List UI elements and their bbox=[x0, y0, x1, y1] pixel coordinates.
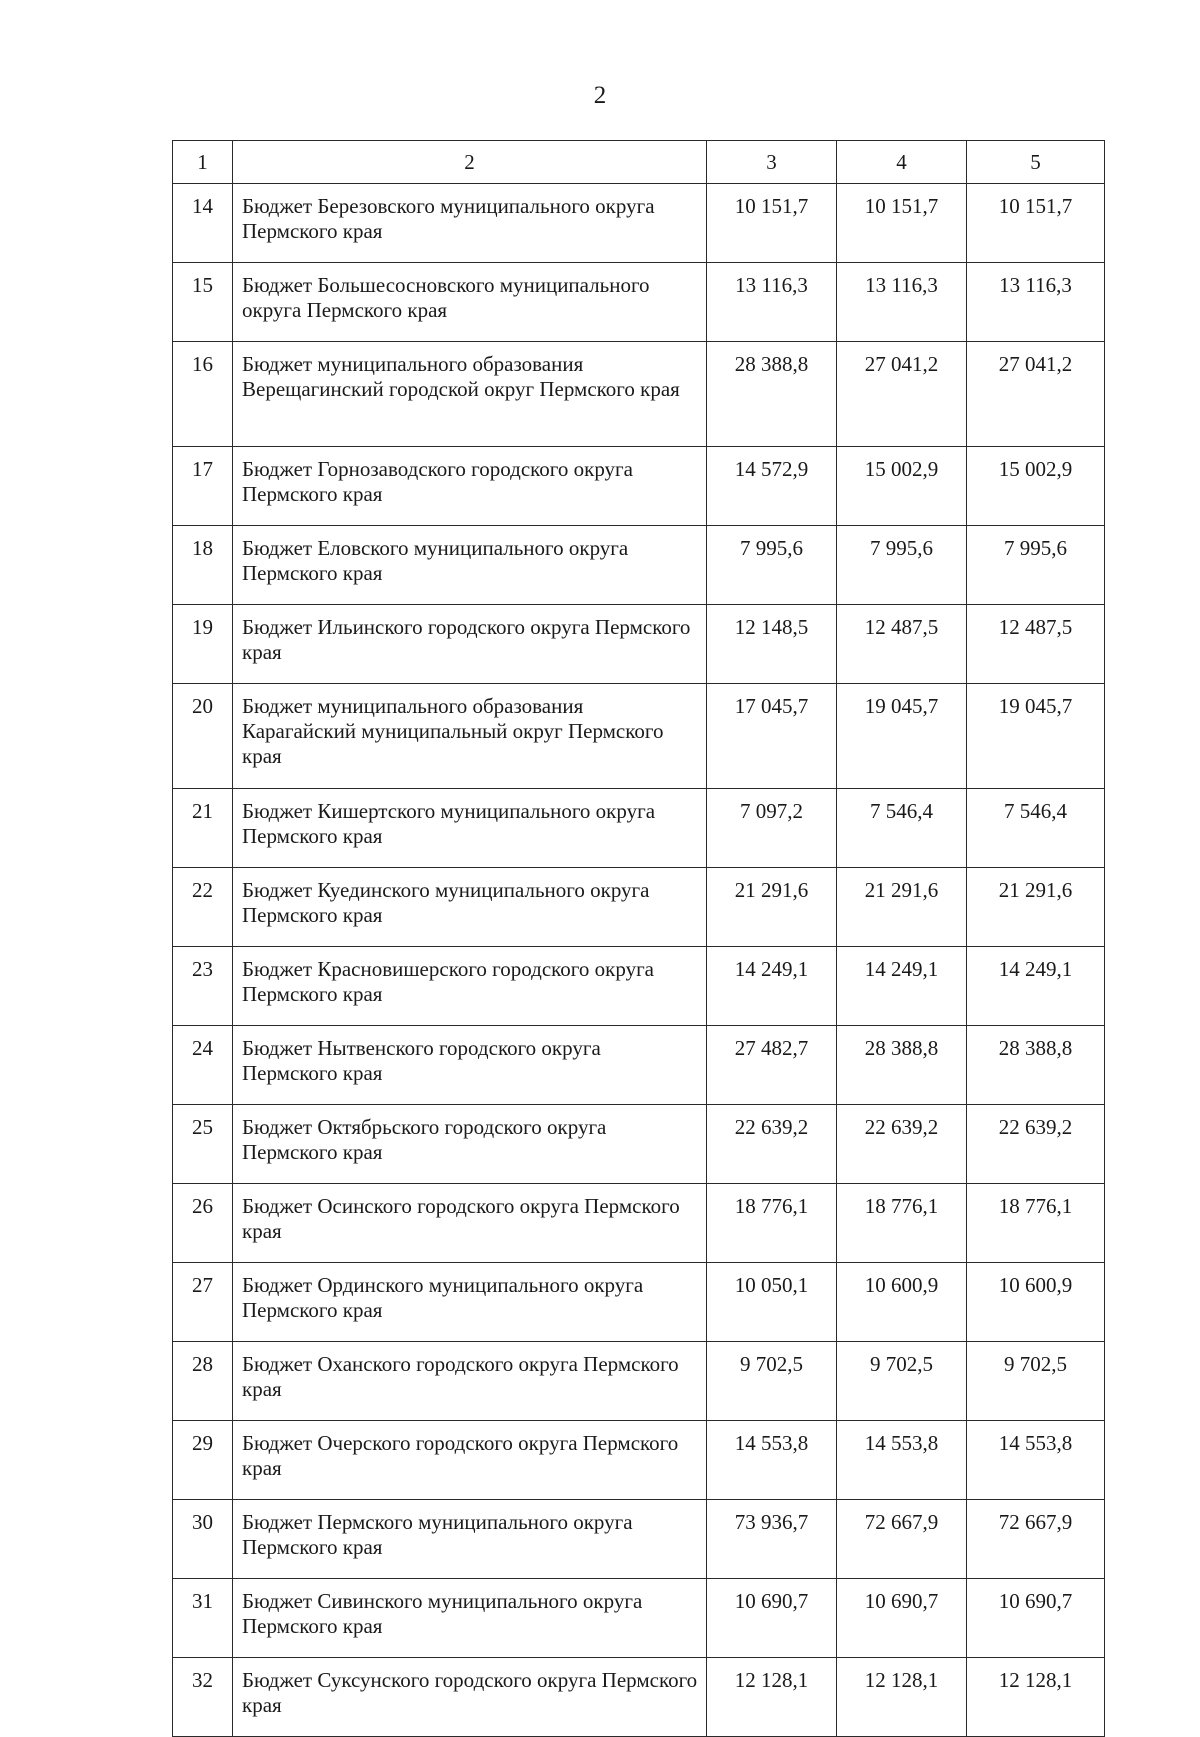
row-number-cell: 14 bbox=[173, 184, 233, 263]
value-col5-cell: 72 667,9 bbox=[967, 1500, 1105, 1579]
column-header: 5 bbox=[967, 141, 1105, 184]
value-col5-cell: 7 546,4 bbox=[967, 789, 1105, 868]
value-col3-cell: 10 050,1 bbox=[707, 1263, 837, 1342]
value-col3-cell: 73 936,7 bbox=[707, 1500, 837, 1579]
budget-name-cell: Бюджет Березовского муниципального округа Пермского края bbox=[233, 184, 707, 263]
row-number-cell: 18 bbox=[173, 526, 233, 605]
value-col4-cell: 10 690,7 bbox=[837, 1579, 967, 1658]
value-col4-cell: 27 041,2 bbox=[837, 342, 967, 447]
row-number-cell: 27 bbox=[173, 1263, 233, 1342]
value-col4-cell: 13 116,3 bbox=[837, 263, 967, 342]
value-col4-cell: 28 388,8 bbox=[837, 1026, 967, 1105]
value-col5-cell: 18 776,1 bbox=[967, 1184, 1105, 1263]
value-col3-cell: 13 116,3 bbox=[707, 263, 837, 342]
value-col5-cell: 21 291,6 bbox=[967, 868, 1105, 947]
row-number-cell: 25 bbox=[173, 1105, 233, 1184]
value-col5-cell: 7 995,6 bbox=[967, 526, 1105, 605]
table-row bbox=[173, 789, 1105, 868]
budget-name-cell: Бюджет Суксунского городского округа Пермского края bbox=[233, 1658, 707, 1737]
value-col3-cell: 7 995,6 bbox=[707, 526, 837, 605]
table-row bbox=[173, 263, 1105, 342]
table-row bbox=[173, 1105, 1105, 1184]
value-col3-cell: 10 151,7 bbox=[707, 184, 837, 263]
budget-table bbox=[172, 140, 1105, 1737]
value-col5-cell: 27 041,2 bbox=[967, 342, 1105, 447]
table-header-row bbox=[173, 141, 1105, 184]
row-number-cell: 23 bbox=[173, 947, 233, 1026]
value-col5-cell: 19 045,7 bbox=[967, 684, 1105, 789]
value-col4-cell: 19 045,7 bbox=[837, 684, 967, 789]
row-number-cell: 19 bbox=[173, 605, 233, 684]
row-number-cell: 24 bbox=[173, 1026, 233, 1105]
budget-name-cell: Бюджет Ильинского городского округа Пермского края bbox=[233, 605, 707, 684]
row-number-cell: 15 bbox=[173, 263, 233, 342]
value-col5-cell: 10 151,7 bbox=[967, 184, 1105, 263]
value-col4-cell: 14 249,1 bbox=[837, 947, 967, 1026]
value-col3-cell: 10 690,7 bbox=[707, 1579, 837, 1658]
column-header: 4 bbox=[837, 141, 967, 184]
value-col5-cell: 12 487,5 bbox=[967, 605, 1105, 684]
budget-name-cell: Бюджет Еловского муниципального округа Пермского края bbox=[233, 526, 707, 605]
value-col3-cell: 9 702,5 bbox=[707, 1342, 837, 1421]
value-col3-cell: 21 291,6 bbox=[707, 868, 837, 947]
value-col5-cell: 10 690,7 bbox=[967, 1579, 1105, 1658]
budget-name-cell: Бюджет Большесосновского муниципального округа Пермского края bbox=[233, 263, 707, 342]
value-col4-cell: 9 702,5 bbox=[837, 1342, 967, 1421]
row-number-cell: 22 bbox=[173, 868, 233, 947]
table-row bbox=[173, 1421, 1105, 1500]
value-col3-cell: 14 553,8 bbox=[707, 1421, 837, 1500]
value-col3-cell: 12 148,5 bbox=[707, 605, 837, 684]
value-col4-cell: 7 546,4 bbox=[837, 789, 967, 868]
budget-name-cell: Бюджет Осинского городского округа Пермского края bbox=[233, 1184, 707, 1263]
row-number-cell: 30 bbox=[173, 1500, 233, 1579]
value-col4-cell: 21 291,6 bbox=[837, 868, 967, 947]
budget-name-cell: Бюджет Очерского городского округа Пермского края bbox=[233, 1421, 707, 1500]
row-number-cell: 21 bbox=[173, 789, 233, 868]
value-col4-cell: 72 667,9 bbox=[837, 1500, 967, 1579]
table-row bbox=[173, 447, 1105, 526]
value-col4-cell: 22 639,2 bbox=[837, 1105, 967, 1184]
value-col3-cell: 7 097,2 bbox=[707, 789, 837, 868]
value-col4-cell: 10 600,9 bbox=[837, 1263, 967, 1342]
value-col5-cell: 14 553,8 bbox=[967, 1421, 1105, 1500]
budget-name-cell: Бюджет Красновишерского городского округа Пермского края bbox=[233, 947, 707, 1026]
row-number-cell: 31 bbox=[173, 1579, 233, 1658]
value-col5-cell: 14 249,1 bbox=[967, 947, 1105, 1026]
budget-name-cell: Бюджет Горнозаводского городского округа Пермского края bbox=[233, 447, 707, 526]
budget-name-cell: Бюджет Куединского муниципального округа Пермского края bbox=[233, 868, 707, 947]
row-number-cell: 26 bbox=[173, 1184, 233, 1263]
row-number-cell: 28 bbox=[173, 1342, 233, 1421]
budget-name-cell: Бюджет Нытвенского городского округа Пермского края bbox=[233, 1026, 707, 1105]
table-row bbox=[173, 1658, 1105, 1737]
table-row bbox=[173, 526, 1105, 605]
value-col5-cell: 9 702,5 bbox=[967, 1342, 1105, 1421]
column-header: 1 bbox=[173, 141, 233, 184]
budget-name-cell: Бюджет Оханского городского округа Пермского края bbox=[233, 1342, 707, 1421]
table-row bbox=[173, 1500, 1105, 1579]
value-col3-cell: 28 388,8 bbox=[707, 342, 837, 447]
value-col4-cell: 10 151,7 bbox=[837, 184, 967, 263]
column-header: 2 bbox=[233, 141, 707, 184]
value-col5-cell: 13 116,3 bbox=[967, 263, 1105, 342]
value-col5-cell: 10 600,9 bbox=[967, 1263, 1105, 1342]
row-number-cell: 20 bbox=[173, 684, 233, 789]
table-row bbox=[173, 1342, 1105, 1421]
table-row bbox=[173, 868, 1105, 947]
value-col3-cell: 27 482,7 bbox=[707, 1026, 837, 1105]
budget-name-cell: Бюджет Кишертского муниципального округа Пермского края bbox=[233, 789, 707, 868]
table-row bbox=[173, 684, 1105, 789]
table-row bbox=[173, 1263, 1105, 1342]
table-row bbox=[173, 1026, 1105, 1105]
budget-name-cell: Бюджет Сивинского муниципального округа Пермского края bbox=[233, 1579, 707, 1658]
value-col5-cell: 15 002,9 bbox=[967, 447, 1105, 526]
table-row bbox=[173, 342, 1105, 447]
table-row bbox=[173, 605, 1105, 684]
table-row bbox=[173, 1184, 1105, 1263]
value-col3-cell: 14 249,1 bbox=[707, 947, 837, 1026]
table-row bbox=[173, 947, 1105, 1026]
budget-name-cell: Бюджет муниципального образования Карагайский муниципальный округ Пермского края bbox=[233, 684, 707, 789]
budget-name-cell: Бюджет муниципального образования Верещагинский городской округ Пермского края bbox=[233, 342, 707, 447]
row-number-cell: 32 bbox=[173, 1658, 233, 1737]
value-col5-cell: 22 639,2 bbox=[967, 1105, 1105, 1184]
value-col5-cell: 28 388,8 bbox=[967, 1026, 1105, 1105]
value-col3-cell: 12 128,1 bbox=[707, 1658, 837, 1737]
row-number-cell: 17 bbox=[173, 447, 233, 526]
value-col4-cell: 12 487,5 bbox=[837, 605, 967, 684]
value-col4-cell: 12 128,1 bbox=[837, 1658, 967, 1737]
budget-name-cell: Бюджет Пермского муниципального округа Пермского края bbox=[233, 1500, 707, 1579]
value-col3-cell: 22 639,2 bbox=[707, 1105, 837, 1184]
value-col4-cell: 14 553,8 bbox=[837, 1421, 967, 1500]
value-col3-cell: 18 776,1 bbox=[707, 1184, 837, 1263]
value-col4-cell: 18 776,1 bbox=[837, 1184, 967, 1263]
budget-name-cell: Бюджет Октябрьского городского округа Пермского края bbox=[233, 1105, 707, 1184]
row-number-cell: 16 bbox=[173, 342, 233, 447]
row-number-cell: 29 bbox=[173, 1421, 233, 1500]
budget-name-cell: Бюджет Ординского муниципального округа Пермского края bbox=[233, 1263, 707, 1342]
value-col3-cell: 17 045,7 bbox=[707, 684, 837, 789]
table-row bbox=[173, 1579, 1105, 1658]
value-col4-cell: 15 002,9 bbox=[837, 447, 967, 526]
value-col5-cell: 12 128,1 bbox=[967, 1658, 1105, 1737]
column-header: 3 bbox=[707, 141, 837, 184]
table-row bbox=[173, 184, 1105, 263]
page-number: 2 bbox=[593, 82, 607, 109]
value-col3-cell: 14 572,9 bbox=[707, 447, 837, 526]
value-col4-cell: 7 995,6 bbox=[837, 526, 967, 605]
